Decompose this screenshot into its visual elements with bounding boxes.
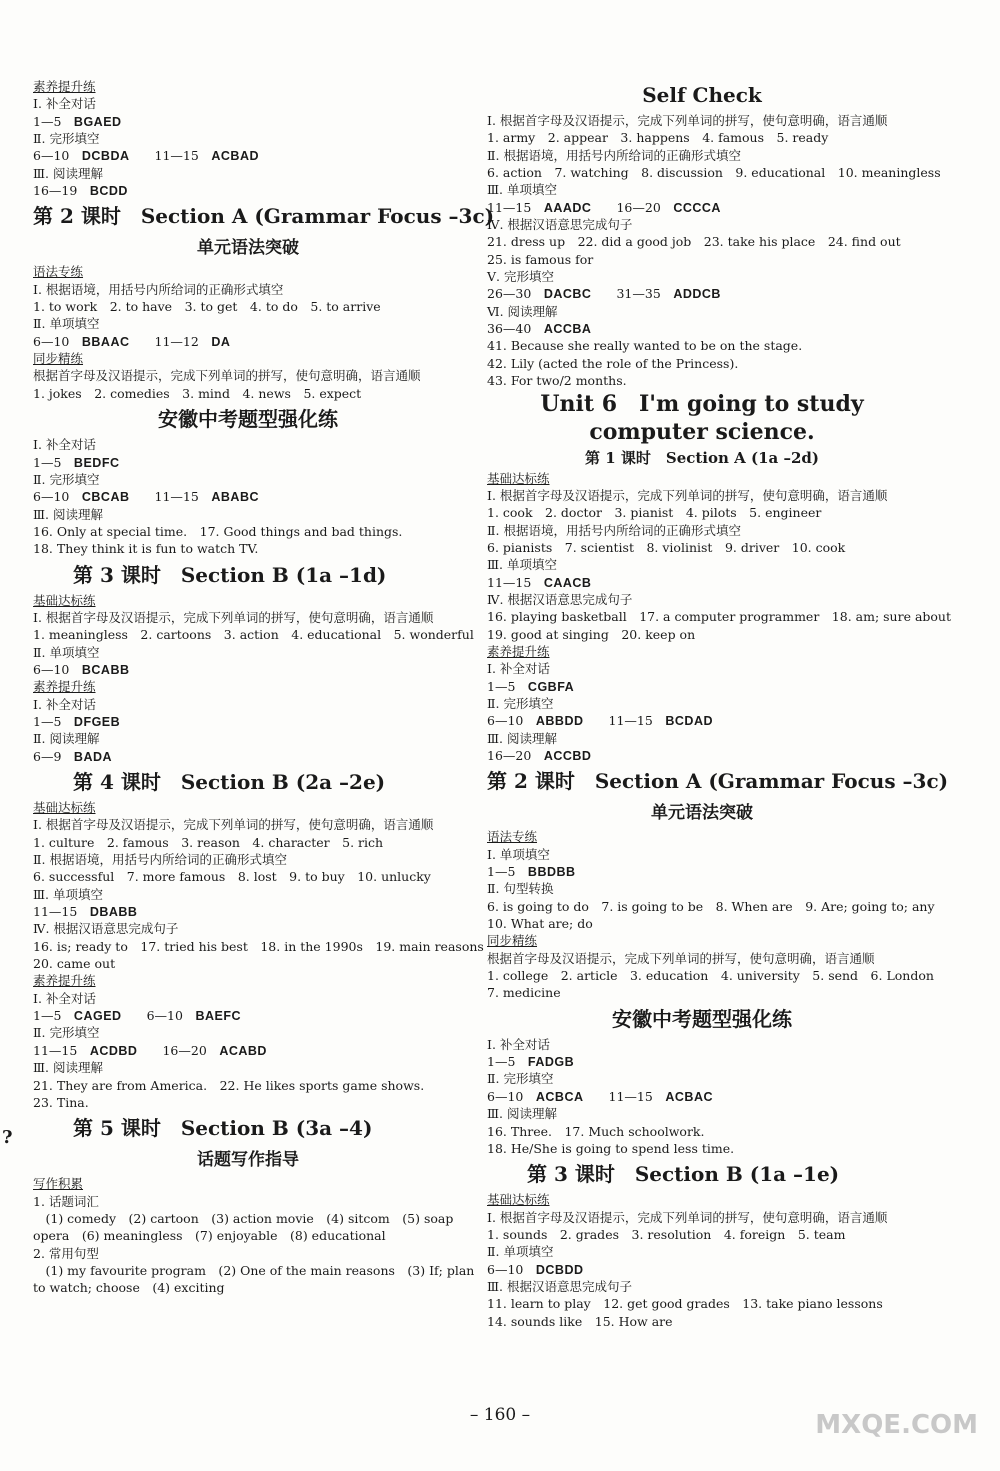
answer-line: Ⅰ. 单项填空 bbox=[487, 846, 550, 862]
answer-line: 25. is famous for bbox=[487, 251, 594, 267]
answer-key-line bbox=[33, 748, 463, 765]
answer-key: FADGB bbox=[527, 1055, 575, 1070]
answer-line: 43. For two/2 months. bbox=[487, 373, 627, 389]
answer-line: Ⅲ. 根据汉语意思完成句子 bbox=[487, 1278, 633, 1294]
answer-line: 23. Tina. bbox=[33, 1094, 89, 1110]
question-range: 16—19 bbox=[33, 183, 78, 199]
practice-label: 基础达标练 bbox=[487, 470, 550, 486]
answer-key: BCABB bbox=[81, 662, 130, 677]
answer-key: BEDFC bbox=[73, 455, 120, 470]
answer-key: CBCAB bbox=[81, 490, 130, 505]
question-range: 36—40 bbox=[487, 321, 532, 337]
question-range: 1—5 bbox=[487, 678, 516, 694]
answer-key: BCDD bbox=[89, 184, 128, 199]
practice-label: 素养提升练 bbox=[487, 643, 550, 659]
answer-key: DCBDD bbox=[535, 1262, 584, 1277]
lesson-heading: 第 4 课时 Section B (2a –2e) bbox=[33, 770, 386, 794]
answer-line: 6. successful 7. more famous 8. lost 9. to buy 10. unlucky bbox=[33, 869, 431, 885]
practice-label: 基础达标练 bbox=[33, 800, 96, 815]
answer-line: Ⅰ. 补全对话 bbox=[33, 696, 96, 712]
practice-label: 同步精练 bbox=[33, 351, 84, 367]
section-heading: 话题写作指导 bbox=[197, 1150, 299, 1171]
answer-key-line bbox=[33, 713, 463, 730]
question-range: 31—35 bbox=[616, 286, 661, 302]
answer-line: Ⅲ. 阅读理解 bbox=[33, 506, 104, 522]
answer-line: Ⅱ. 根据语境，用括号内所给词的正确形式填空 bbox=[487, 147, 741, 163]
answer-line: 6. pianists 7. scientist 8. violinist 9. driver 10. cook bbox=[487, 539, 846, 555]
answer-line: Ⅰ. 补全对话 bbox=[33, 437, 96, 453]
question-range: 6—9 bbox=[33, 748, 62, 764]
question-range: 1—5 bbox=[487, 1054, 516, 1070]
answer-line: Ⅰ. 补全对话 bbox=[487, 1036, 550, 1052]
lesson-heading: 第 2 课时 Section A (Grammar Focus –3c) bbox=[33, 204, 495, 229]
answer-key: BGAED bbox=[73, 114, 122, 129]
answer-line: Ⅱ. 根据语境，用括号内所给词的正确形式填空 bbox=[33, 852, 287, 868]
section-heading: 安徽中考题型强化练 bbox=[158, 407, 338, 432]
answer-line: opera (6) meaningless (7) enjoyable (8) educational bbox=[33, 1228, 386, 1244]
lesson-heading: 第 3 课时 Section B (1a –1e) bbox=[487, 1162, 840, 1187]
answer-line: Ⅲ. 单项填空 bbox=[33, 886, 104, 902]
practice-label: 基础达标练 bbox=[33, 592, 96, 608]
answer-line: 11. learn to play 12. get good grades 13. take piano lessons bbox=[487, 1296, 883, 1312]
answer-key: BAEFC bbox=[195, 1009, 242, 1024]
answer-line: 6. is going to do 7. is going to be 8. When are 9. Are; going to; any bbox=[487, 898, 935, 914]
answer-key: AAADC bbox=[543, 200, 592, 215]
question-range: 1—5 bbox=[487, 864, 516, 880]
answer-line: 1. culture 2. famous 3. reason 4. character 5. rich bbox=[33, 834, 384, 850]
answer-key-line bbox=[487, 747, 917, 764]
answer-line: 1. to work 2. to have 3. to get 4. to do 5. to arrive bbox=[33, 299, 381, 315]
answer-line: 1. cook 2. doctor 3. pianist 4. pilots 5. engineer bbox=[487, 505, 822, 521]
answer-key: DBABB bbox=[89, 905, 138, 920]
answer-line: Ⅱ. 完形填空 bbox=[487, 695, 554, 711]
answer-line: Ⅲ. 阅读理解 bbox=[487, 730, 558, 746]
question-range: 6—10 bbox=[487, 1261, 524, 1277]
instruction-line: Ⅰ. 根据首字母及汉语提示，完成下列单词的拼写，使句意明确，语言通顺 bbox=[487, 113, 888, 128]
left-column bbox=[33, 78, 495, 1297]
answer-key: DCBDA bbox=[81, 149, 130, 164]
question-range: 11—15 bbox=[608, 1088, 653, 1104]
answer-line: 1. sounds 2. grades 3. resolution 4. foreign 5. team bbox=[487, 1226, 846, 1242]
answer-line: Ⅵ. 阅读理解 bbox=[487, 303, 558, 319]
answer-key-line bbox=[487, 1053, 917, 1070]
answer-key: ACBAD bbox=[211, 149, 259, 164]
answer-key-line bbox=[487, 199, 917, 216]
instruction-line: 根据首字母及汉语提示，完成下列单词的拼写，使句意明确，语言通顺 bbox=[33, 368, 421, 384]
question-range: 11—15 bbox=[487, 574, 532, 590]
question-range: 11—15 bbox=[154, 489, 199, 505]
answer-line: 1. college 2. article 3. education 4. university 5. send 6. London bbox=[487, 968, 934, 984]
practice-label: 素养提升练 bbox=[33, 679, 96, 695]
practice-label: 语法专练 bbox=[487, 829, 538, 845]
answer-key-line bbox=[33, 1042, 463, 1059]
answer-key: ACCBD bbox=[543, 749, 592, 763]
answer-key-line bbox=[33, 1007, 463, 1024]
answer-key: CGBFA bbox=[527, 679, 575, 694]
answer-key: DA bbox=[211, 334, 231, 349]
answer-key: CCCCA bbox=[673, 200, 721, 215]
answer-line: Ⅱ. 句型转换 bbox=[487, 881, 554, 897]
answer-line: Ⅱ. 完形填空 bbox=[487, 1071, 554, 1087]
answer-line: Ⅱ. 单项填空 bbox=[487, 1244, 554, 1260]
answer-line: 20. came out bbox=[33, 956, 116, 972]
answer-key: ABABC bbox=[211, 490, 259, 505]
unit-title-line: Unit 6 I'm going to study bbox=[540, 390, 864, 417]
answer-line: Ⅳ. 根据汉语意思完成句子 bbox=[487, 217, 633, 233]
answer-key: ADDCB bbox=[673, 287, 721, 302]
answer-key-line bbox=[33, 903, 463, 920]
lesson-heading: 第 3 课时 Section B (1a –1d) bbox=[33, 562, 387, 587]
answer-line: Ⅳ. 根据汉语意思完成句子 bbox=[487, 591, 633, 607]
answer-key-line bbox=[487, 285, 917, 302]
answer-key-line bbox=[487, 712, 917, 729]
question-range: 6—10 bbox=[33, 148, 70, 164]
unit-heading bbox=[487, 390, 917, 446]
question-range: 16—20 bbox=[162, 1042, 207, 1058]
answer-line: Ⅰ. 补全对话 bbox=[33, 96, 96, 112]
lesson-heading: 第 2 课时 Section A (Grammar Focus –3c) bbox=[487, 769, 949, 794]
answer-line: Ⅱ. 单项填空 bbox=[33, 316, 100, 332]
answer-line: 1. army 2. appear 3. happens 4. famous 5. ready bbox=[487, 130, 829, 146]
answer-line: 16. playing basketball 17. a computer programmer 18. am; sure about bbox=[487, 609, 952, 625]
answer-key-line bbox=[487, 320, 917, 337]
answer-line: 1. jokes 2. comedies 3. mind 4. news 5. expect bbox=[33, 385, 362, 401]
answer-line: Ⅰ. 根据语境，用括号内所给词的正确形式填空 bbox=[33, 281, 284, 297]
question-range: 6—10 bbox=[146, 1008, 183, 1024]
answer-line: Ⅲ. 阅读理解 bbox=[33, 1060, 104, 1076]
answer-line: 21. dress up 22. did a good job 23. take his place 24. find out bbox=[487, 234, 901, 250]
answer-key-line bbox=[33, 333, 463, 350]
answer-line: Ⅱ. 完形填空 bbox=[33, 471, 100, 487]
answer-key-line bbox=[33, 488, 463, 505]
instruction-line: Ⅰ. 根据首字母及汉语提示，完成下列单词的拼写，使句意明确，语言通顺 bbox=[33, 817, 434, 833]
question-range: 6—10 bbox=[33, 489, 70, 505]
answer-line: 6. action 7. watching 8. discussion 9. educational 10. meaningless bbox=[487, 165, 941, 181]
answer-line: 10. What are; do bbox=[487, 916, 593, 932]
answer-line: Ⅲ. 阅读理解 bbox=[33, 165, 104, 181]
answer-line: 2. 常用句型 bbox=[33, 1245, 99, 1261]
question-range: 6—10 bbox=[487, 713, 524, 729]
question-range: 16—20 bbox=[616, 199, 661, 215]
question-range: 6—10 bbox=[33, 661, 70, 677]
question-range: 11—15 bbox=[608, 713, 653, 729]
answer-key: ACBAC bbox=[665, 1089, 713, 1104]
lesson-heading: 第 1 课时 Section A (1a –2d) bbox=[584, 448, 819, 467]
answer-line: 16. is; ready to 17. tried his best 18. in the 1990s 19. main reasons bbox=[33, 938, 484, 954]
answer-key: DFGEB bbox=[73, 714, 121, 729]
answer-key: BCDAD bbox=[665, 714, 713, 729]
answer-line: 16. Three. 17. Much schoolwork. bbox=[487, 1123, 705, 1139]
answer-line: (1) my favourite program (2) One of the main reasons (3) If; plan bbox=[33, 1262, 475, 1278]
practice-label: 素养提升练 bbox=[33, 973, 96, 989]
instruction-line: 根据首字母及汉语提示，完成下列单词的拼写，使句意明确，语言通顺 bbox=[487, 950, 875, 966]
practice-label: 素养提升练 bbox=[33, 79, 96, 94]
practice-label: 写作积累 bbox=[33, 1176, 84, 1192]
answer-key-line bbox=[33, 661, 463, 678]
practice-label: 语法专练 bbox=[33, 264, 84, 280]
answer-line: 21. They are from America. 22. He likes sports game shows. bbox=[33, 1077, 425, 1093]
instruction-line: Ⅰ. 根据首字母及汉语提示，完成下列单词的拼写，使句意明确，语言通顺 bbox=[487, 1209, 888, 1225]
answer-key-line bbox=[487, 1088, 917, 1105]
answer-line: Ⅱ. 完形填空 bbox=[33, 1025, 100, 1041]
section-heading: 单元语法突破 bbox=[197, 238, 299, 259]
section-heading: 单元语法突破 bbox=[651, 803, 753, 824]
answer-key: CAACB bbox=[543, 575, 592, 590]
answer-key-line bbox=[487, 1261, 917, 1278]
answer-key: ACCBA bbox=[543, 322, 592, 337]
instruction-line: Ⅰ. 根据首字母及汉语提示，完成下列单词的拼写，使句意明确，语言通顺 bbox=[33, 609, 434, 625]
answer-line: 1. 话题词汇 bbox=[33, 1193, 99, 1209]
answer-line: 42. Lily (acted the role of the Princess). bbox=[487, 355, 739, 371]
answer-line: (1) comedy (2) cartoon (3) action movie (4) sitcom (5) soap bbox=[33, 1210, 454, 1226]
instruction-line: Ⅰ. 根据首字母及汉语提示，完成下列单词的拼写，使句意明确，语言通顺 bbox=[487, 487, 888, 503]
question-range: 11—15 bbox=[33, 904, 78, 920]
answer-line: Ⅰ. 补全对话 bbox=[487, 661, 550, 677]
answer-line: 16. Only at special time. 17. Good things and bad things. bbox=[33, 523, 403, 539]
page-number: – 160 – bbox=[469, 1405, 531, 1425]
answer-line: Ⅰ. 补全对话 bbox=[33, 990, 96, 1006]
answer-key: ACDBD bbox=[89, 1043, 138, 1058]
answer-line: 14. sounds like 15. How are bbox=[487, 1313, 673, 1329]
right-column bbox=[487, 78, 952, 1330]
answer-line: Ⅲ. 单项填空 bbox=[487, 557, 558, 573]
section-heading: 安徽中考题型强化练 bbox=[612, 1006, 792, 1031]
practice-label: 同步精练 bbox=[487, 933, 538, 949]
question-range: 11—15 bbox=[33, 1042, 78, 1058]
question-range: 6—10 bbox=[487, 1088, 524, 1104]
margin-mark: ? bbox=[2, 1127, 13, 1148]
unit-title-line: computer science. bbox=[589, 418, 815, 445]
question-range: 16—20 bbox=[487, 748, 532, 763]
question-range: 1—5 bbox=[33, 1008, 62, 1024]
answer-key: ACABD bbox=[219, 1043, 267, 1058]
question-range: 6—10 bbox=[33, 333, 70, 349]
answer-line: Ⅱ. 根据语境，用括号内所给词的正确形式填空 bbox=[487, 522, 741, 538]
answer-key-line bbox=[487, 574, 917, 591]
question-range: 11—12 bbox=[154, 333, 199, 349]
question-range: 26—30 bbox=[487, 286, 532, 302]
answer-line: 18. He/She is going to spend less time. bbox=[487, 1140, 735, 1156]
question-range: 1—5 bbox=[33, 113, 62, 129]
answer-key-line bbox=[33, 182, 463, 199]
watermark: MXQE.COM bbox=[815, 1410, 978, 1440]
question-range: 11—15 bbox=[487, 199, 532, 215]
answer-line: to watch; choose (4) exciting bbox=[33, 1280, 225, 1296]
answer-line: Ⅲ. 单项填空 bbox=[487, 182, 558, 198]
lesson-heading: 第 5 课时 Section B (3a –4) bbox=[33, 1116, 373, 1141]
answer-line: 41. Because she really wanted to be on the stage. bbox=[487, 338, 803, 354]
question-range: 1—5 bbox=[33, 713, 62, 729]
answer-key-line bbox=[33, 113, 463, 130]
answer-key: DACBC bbox=[543, 287, 592, 302]
answer-line: 7. medicine bbox=[487, 985, 561, 1001]
answer-line: Ⅲ. 阅读理解 bbox=[487, 1106, 558, 1122]
answer-key-line bbox=[487, 678, 917, 695]
answer-key: BBAAC bbox=[81, 334, 130, 349]
answer-line: Ⅱ. 阅读理解 bbox=[33, 731, 100, 747]
practice-label: 基础达标练 bbox=[487, 1192, 550, 1208]
answer-line: Ⅱ. 完形填空 bbox=[33, 131, 100, 147]
answer-line: 19. good at singing 20. keep on bbox=[487, 626, 696, 642]
answer-line: 1. meaningless 2. cartoons 3. action 4. educational 5. wonderful bbox=[33, 627, 474, 643]
answer-key: BADA bbox=[73, 749, 113, 764]
question-range: 1—5 bbox=[33, 454, 62, 470]
answer-key: ABBDD bbox=[535, 714, 584, 729]
answer-line: Ⅱ. 单项填空 bbox=[33, 644, 100, 660]
answer-line: 18. They think it is fun to watch TV. bbox=[33, 541, 259, 557]
answer-line: Ⅴ. 完形填空 bbox=[487, 269, 554, 285]
answer-key-line bbox=[33, 454, 463, 471]
section-heading: Self Check bbox=[642, 83, 762, 107]
answer-key: ACBCA bbox=[535, 1089, 584, 1104]
question-range: 11—15 bbox=[154, 148, 199, 164]
answer-key-line bbox=[487, 863, 917, 880]
answer-key: BBDBB bbox=[527, 865, 576, 880]
answer-key: CAGED bbox=[73, 1009, 122, 1024]
answer-line: Ⅳ. 根据汉语意思完成句子 bbox=[33, 921, 179, 937]
answer-key-line bbox=[33, 147, 463, 164]
